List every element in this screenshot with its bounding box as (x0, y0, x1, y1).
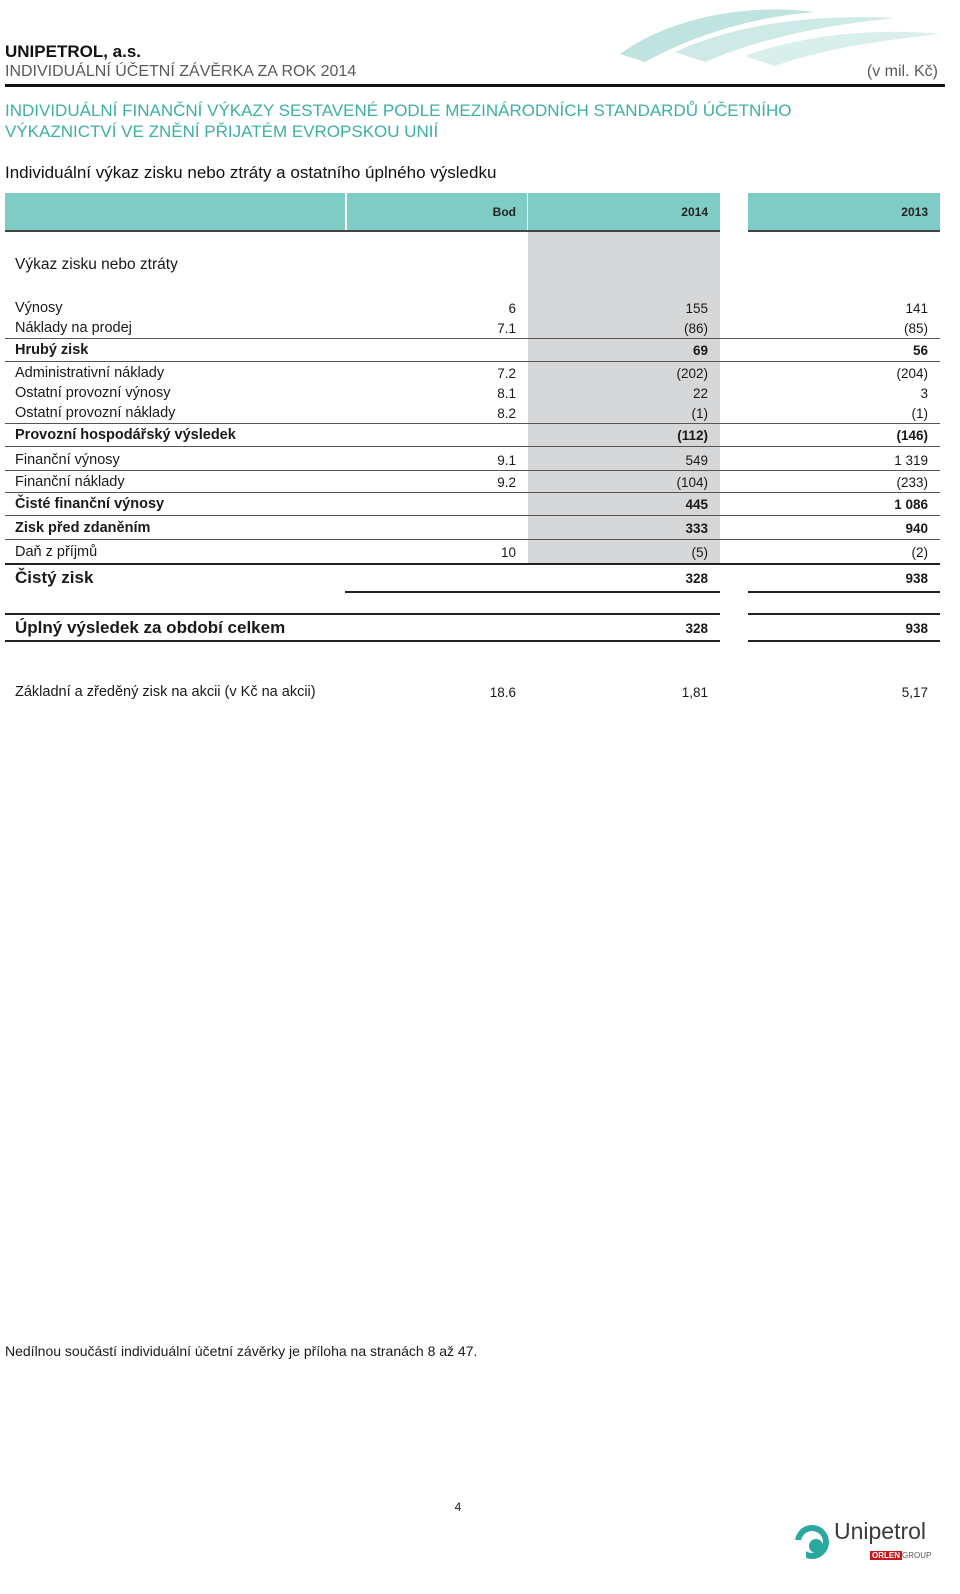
row-label: Výnosy (15, 300, 63, 316)
row-label: Ostatní provozní výnosy (15, 385, 171, 401)
page-number: 4 (454, 1500, 462, 1514)
row-label: Náklady na prodej (15, 320, 132, 336)
column-header-2013: 2013 (901, 205, 928, 219)
row-note: 9.2 (497, 475, 516, 490)
main-heading: INDIVIDUÁLNÍ FINANČNÍ VÝKAZY SESTAVENÉ PODLE MEZINÁRODNÍCH STANDARDŮ ÚČETNÍHO VÝKAZNICTVÍ VE ZNĚNÍ PŘIJATÉM EVROPSKOU UNIÍ (5, 101, 792, 141)
row-divider (5, 640, 720, 642)
row-divider (5, 492, 940, 493)
row-label: Daň z příjmů (15, 544, 98, 560)
orlen-badge: ORLEN (872, 1551, 900, 1560)
row-label: Administrativní náklady (15, 365, 165, 381)
row-note: 18.6 (489, 685, 516, 700)
units-label: (v mil. Kč) (866, 63, 938, 80)
row-divider (5, 563, 940, 565)
row-divider (5, 361, 940, 362)
row-note: 7.2 (497, 366, 516, 381)
row-value-2013: 5,17 (901, 685, 928, 700)
column-header-2014: 2014 (681, 205, 708, 219)
company-name: UNIPETROL, a.s. (5, 42, 142, 61)
row-divider (5, 470, 940, 471)
row-label: Čisté finanční výnosy (15, 496, 165, 512)
report-subtitle: INDIVIDUÁLNÍ ÚČETNÍ ZÁVĚRKA ZA ROK 2014 (5, 63, 357, 80)
row-divider (5, 423, 940, 424)
row-divider (748, 640, 940, 642)
row-value-2014: (5) (691, 545, 708, 560)
row-label: Zisk před zdaněním (15, 520, 151, 536)
section-heading: Individuální výkaz zisku nebo ztráty a ostatního úplného výsledku (5, 163, 497, 182)
row-value-2013: 938 (905, 571, 928, 586)
row-value-2013: (1) (911, 406, 928, 421)
row-value-2014: 155 (685, 301, 708, 316)
row-label: Finanční náklady (15, 474, 125, 490)
row-value-2014: 328 (685, 571, 708, 586)
row-value-2014: 549 (685, 453, 708, 468)
row-divider (5, 515, 940, 516)
row-divider (5, 613, 720, 615)
row-value-2013: (146) (896, 428, 928, 443)
unipetrol-logo (790, 1500, 940, 1570)
row-value-2014: 1,81 (681, 685, 708, 700)
row-value-2014: (104) (676, 475, 708, 490)
table-header-cell (5, 193, 345, 231)
row-note: 8.1 (497, 386, 516, 401)
row-divider (5, 446, 940, 447)
row-value-2014: 333 (685, 521, 708, 536)
group-text: GROUP (902, 1551, 932, 1560)
header-divider (5, 84, 945, 87)
row-label: Úplný výsledek za období celkem (15, 618, 286, 637)
row-value-2013: 1 319 (894, 453, 928, 468)
row-value-2013: (2) (911, 545, 928, 560)
row-value-2013: 141 (905, 301, 928, 316)
row-value-2013: 1 086 (894, 497, 928, 512)
row-note: 10 (500, 545, 516, 560)
row-value-2014: 69 (692, 343, 708, 358)
row-divider (345, 591, 720, 593)
row-note: 8.2 (497, 406, 516, 421)
column-header-note: Bod (492, 205, 516, 219)
group-title: Výkaz zisku nebo ztráty (15, 256, 178, 273)
row-label: Provozní hospodářský výsledek (15, 427, 236, 443)
row-divider (5, 539, 940, 540)
row-value-2014: 328 (685, 621, 708, 636)
row-value-2014: (86) (683, 321, 708, 336)
row-divider (748, 613, 940, 615)
row-label: Ostatní provozní náklady (15, 405, 176, 421)
row-divider (5, 338, 940, 339)
row-note: 9.1 (497, 453, 516, 468)
row-value-2013: 940 (905, 521, 928, 536)
row-value-2014: 445 (685, 497, 708, 512)
row-value-2014: 22 (692, 386, 708, 401)
row-label: Hrubý zisk (15, 342, 89, 358)
row-label: Základní a zředěný zisk na akcii (v Kč na akcii) (15, 684, 316, 700)
row-value-2013: (85) (903, 321, 928, 336)
header-underline (748, 230, 940, 232)
footer-note: Nedílnou součástí individuální účetní závěrky je příloha na stranách 8 až 47. (5, 1343, 478, 1359)
row-value-2013: 3 (920, 386, 928, 401)
row-note: 7.1 (497, 321, 516, 336)
row-note: 6 (508, 301, 516, 316)
row-value-2014: (202) (676, 366, 708, 381)
row-divider (748, 591, 940, 593)
logo-text: Unipetrol (834, 1518, 927, 1544)
row-value-2013: 56 (912, 343, 928, 358)
row-value-2013: (204) (896, 366, 928, 381)
row-value-2013: (233) (896, 475, 928, 490)
row-value-2014: (112) (677, 428, 708, 443)
row-label: Finanční výnosy (15, 452, 120, 468)
row-value-2014: (1) (691, 406, 708, 421)
row-value-2013: 938 (905, 621, 928, 636)
row-label: Čistý zisk (15, 568, 94, 587)
